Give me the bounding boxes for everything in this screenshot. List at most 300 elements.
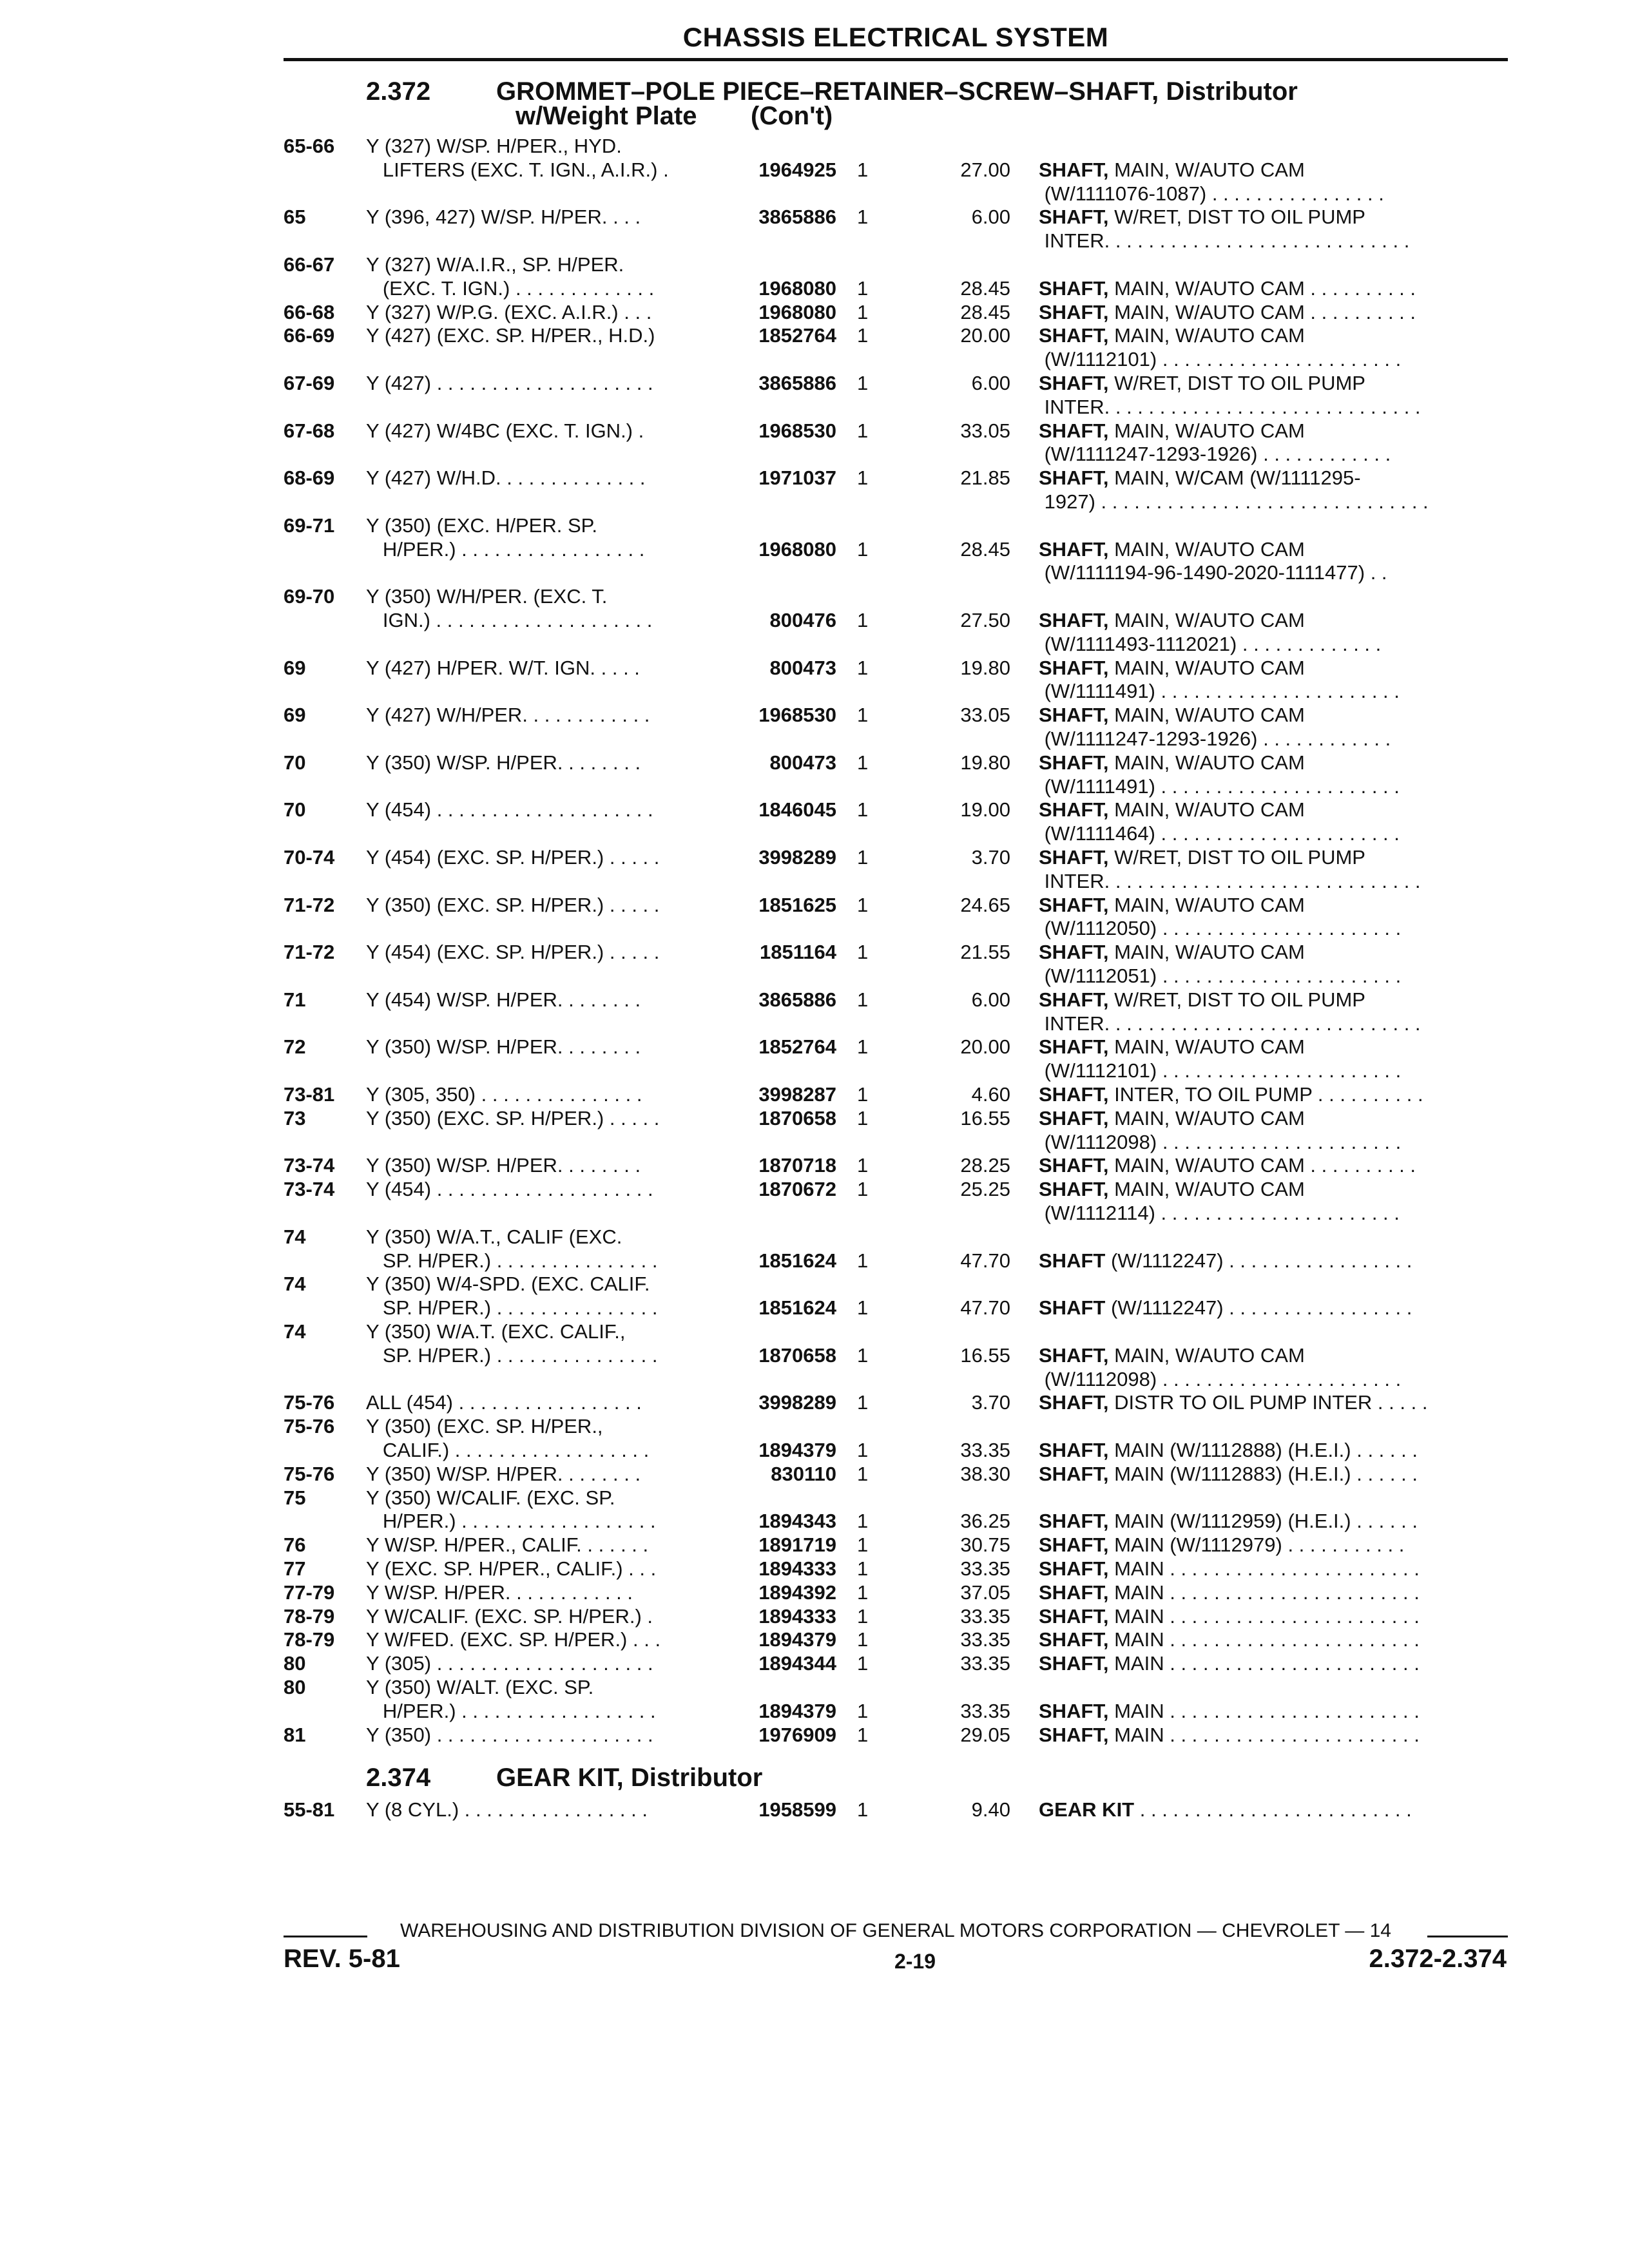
price-cell: 6.00 — [971, 206, 1010, 229]
page-header-title: CHASSIS ELECTRICAL SYSTEM — [682, 22, 1109, 52]
description-cell — [1039, 1367, 1503, 1391]
year-cell: 66-68 — [284, 300, 335, 323]
application-cell: Y (350) W/SP. H/PER. . . . . . . . — [366, 1462, 641, 1485]
price-cell: 20.00 — [960, 1035, 1010, 1059]
quantity-cell: 1 — [857, 1652, 869, 1675]
part-number-cell: 830110 — [771, 1462, 836, 1485]
description-text: (W/1111076-1087) . . . . . . . . . . . . . . . . — [1039, 182, 1384, 205]
price-cell: 25.25 — [960, 1178, 1010, 1201]
table-row — [0, 466, 1629, 490]
description-text: MAIN . . . . . . . . . . . . . . . . . . . . . . . — [1108, 1699, 1420, 1722]
description-cell — [1039, 490, 1503, 514]
description-keyword: SHAFT, — [1039, 419, 1109, 442]
description-cell — [1039, 1723, 1503, 1747]
table-row — [0, 584, 1629, 608]
application-cell: CALIF.) . . . . . . . . . . . . . . . . . . — [366, 1439, 650, 1461]
application-cell: Y (350) (EXC. SP. H/PER.) . . . . . — [366, 893, 660, 916]
table-row — [0, 1272, 1629, 1296]
section-2374-title-rest: Distributor — [623, 1763, 763, 1792]
year-cell: 72 — [284, 1035, 306, 1059]
description-keyword: SHAFT, — [1039, 300, 1109, 323]
description-text: MAIN, W/AUTO CAM — [1108, 656, 1305, 679]
application-cell: SP. H/PER.) . . . . . . . . . . . . . . . — [366, 1296, 658, 1320]
price-cell: 9.40 — [971, 1798, 1010, 1821]
application-cell: Y W/SP. H/PER. . . . . . . . . . . . — [366, 1581, 633, 1604]
description-keyword: SHAFT, — [1039, 466, 1109, 490]
year-cell: 67-69 — [284, 372, 335, 394]
description-text: INTER. . . . . . . . . . . . . . . . . . . . . . . . . . . . . — [1039, 395, 1421, 418]
description-keyword: SHAFT, — [1039, 1462, 1109, 1485]
application-cell: IGN.) . . . . . . . . . . . . . . . . . . . . — [366, 609, 653, 631]
description-text: MAIN . . . . . . . . . . . . . . . . . . . . . . . — [1108, 1628, 1420, 1651]
description-text: INTER. . . . . . . . . . . . . . . . . . . . . . . . . . . . — [1039, 229, 1410, 253]
price-cell: 21.85 — [960, 466, 1010, 490]
description-text: . . . . . . . . . . . . . . . . . . . . . . . . . — [1134, 1798, 1412, 1821]
description-text: MAIN, W/AUTO CAM . . . . . . . . . . — [1108, 300, 1416, 323]
application-cell: Y (396, 427) W/SP. H/PER. . . . — [366, 206, 641, 229]
year-cell: 75-76 — [284, 1415, 335, 1438]
description-cell — [1039, 1628, 1503, 1651]
description-text: (W/1112101) . . . . . . . . . . . . . . . . . . . . . . — [1039, 1059, 1402, 1082]
quantity-cell: 1 — [857, 1439, 869, 1461]
table-row — [0, 679, 1629, 703]
quantity-cell: 1 — [857, 1154, 869, 1177]
description-cell — [1039, 1798, 1503, 1821]
part-number-cell: 1968530 — [758, 419, 836, 442]
section-2372-title: GROMMET–POLE PIECE–RETAINER–SCREW–SHAFT, Distributor — [496, 77, 1298, 106]
description-cell — [1039, 1035, 1503, 1059]
section-2372-subtitle: w/Weight Plate — [516, 102, 697, 130]
description-cell — [1039, 323, 1503, 347]
price-cell: 3.70 — [971, 846, 1010, 869]
part-number-cell: 3865886 — [758, 206, 836, 229]
price-cell: 19.80 — [960, 751, 1010, 774]
year-cell: 70 — [284, 798, 306, 822]
application-cell: SP. H/PER.) . . . . . . . . . . . . . . . — [366, 1249, 658, 1272]
description-cell — [1039, 869, 1503, 893]
description-text: INTER. . . . . . . . . . . . . . . . . . . . . . . . . . . . . — [1039, 869, 1421, 892]
application-cell: Y (327) W/SP. H/PER., HYD. — [366, 135, 622, 157]
part-number-cell: 1968080 — [758, 537, 836, 561]
description-cell — [1039, 1438, 1503, 1462]
description-text: (W/1111464) . . . . . . . . . . . . . . . . . . . . . . — [1039, 822, 1400, 845]
description-text: MAIN (W/1112959) (H.E.I.) . . . . . . — [1108, 1510, 1418, 1533]
table-row — [0, 300, 1629, 324]
table-row — [0, 134, 1629, 158]
quantity-cell: 1 — [857, 1249, 869, 1272]
table-row — [0, 1798, 1629, 1821]
section-2374-number: 2.374 — [366, 1763, 431, 1792]
description-cell — [1039, 1462, 1503, 1486]
part-number-cell: 1971037 — [758, 466, 836, 490]
table-row — [0, 1296, 1629, 1320]
year-cell: 70-74 — [284, 846, 335, 869]
table-row — [0, 1651, 1629, 1675]
year-cell: 65-66 — [284, 135, 335, 157]
description-text: W/RET, DIST TO OIL PUMP — [1108, 206, 1365, 229]
quantity-cell: 1 — [857, 1296, 869, 1320]
part-number-cell: 1851624 — [758, 1249, 836, 1272]
description-text: (W/1112247) . . . . . . . . . . . . . . . . . — [1105, 1296, 1412, 1320]
table-row — [0, 205, 1629, 229]
description-text: MAIN, W/AUTO CAM — [1108, 941, 1305, 964]
table-row — [0, 1153, 1629, 1177]
description-cell — [1039, 1130, 1503, 1154]
year-cell: 76 — [284, 1533, 306, 1557]
description-keyword: SHAFT, — [1039, 988, 1109, 1011]
application-cell: Y (350) (EXC. SP. H/PER., — [366, 1415, 603, 1438]
table-row — [0, 419, 1629, 443]
description-text: MAIN . . . . . . . . . . . . . . . . . . . . . . . — [1108, 1652, 1420, 1675]
part-number-cell: 1846045 — [758, 798, 836, 822]
description-cell — [1039, 656, 1503, 680]
quantity-cell: 1 — [857, 1106, 869, 1129]
description-text: (W/1112050) . . . . . . . . . . . . . . . . . . . . . . — [1039, 917, 1402, 940]
table-row — [0, 561, 1629, 584]
description-cell — [1039, 1533, 1503, 1557]
description-cell — [1039, 1012, 1503, 1035]
description-text: MAIN, W/CAM (W/1111295- — [1108, 466, 1361, 490]
table-row — [0, 1462, 1629, 1486]
description-keyword: SHAFT, — [1039, 798, 1109, 822]
description-text: MAIN, W/AUTO CAM — [1108, 1178, 1305, 1201]
price-cell: 6.00 — [971, 372, 1010, 394]
table-row — [0, 656, 1629, 680]
table-row — [0, 537, 1629, 561]
description-cell — [1039, 1581, 1503, 1604]
table-row — [0, 1438, 1629, 1462]
year-cell: 67-68 — [284, 419, 335, 442]
description-keyword: SHAFT, — [1039, 1581, 1109, 1604]
table-row — [0, 1581, 1629, 1604]
table-row — [0, 916, 1629, 940]
application-cell: Y (427) W/H/PER. . . . . . . . . . . . — [366, 704, 650, 727]
description-text: (W/1111491) . . . . . . . . . . . . . . . . . . . . . . — [1039, 680, 1400, 703]
description-cell — [1039, 916, 1503, 940]
description-keyword: SHAFT, — [1039, 609, 1109, 631]
description-keyword: SHAFT — [1039, 1249, 1106, 1272]
table-row — [0, 182, 1629, 206]
quantity-cell: 1 — [857, 206, 869, 229]
application-cell: Y (350) . . . . . . . . . . . . . . . . . . . . — [366, 1723, 653, 1746]
description-text: (W/1111247-1293-1926) . . . . . . . . . . . . — [1039, 443, 1391, 466]
part-number-cell: 3865886 — [758, 988, 836, 1011]
price-cell: 16.55 — [960, 1343, 1010, 1367]
price-cell: 4.60 — [971, 1083, 1010, 1106]
table-row — [0, 253, 1629, 276]
quantity-cell: 1 — [857, 656, 869, 679]
application-cell: ALL (454) . . . . . . . . . . . . . . . . . — [366, 1391, 642, 1414]
description-cell — [1039, 276, 1503, 300]
section-2372-number: 2.372 — [366, 77, 431, 106]
description-cell — [1039, 1699, 1503, 1723]
part-number-cell: 800473 — [769, 751, 836, 774]
table-row — [0, 1177, 1629, 1201]
part-number-cell: 1894379 — [758, 1699, 836, 1722]
description-cell — [1039, 1604, 1503, 1628]
application-cell: (EXC. T. IGN.) . . . . . . . . . . . . . — [366, 276, 655, 300]
description-cell — [1039, 561, 1503, 584]
description-keyword: SHAFT, — [1039, 1343, 1109, 1367]
part-number-cell: 1894343 — [758, 1510, 836, 1533]
table-row — [0, 442, 1629, 466]
description-cell — [1039, 442, 1503, 466]
table-row — [0, 1414, 1629, 1438]
price-cell: 20.00 — [960, 324, 1010, 347]
application-cell: Y (350) W/ALT. (EXC. SP. — [366, 1676, 594, 1698]
description-text: MAIN . . . . . . . . . . . . . . . . . . . . . . . — [1108, 1723, 1420, 1746]
price-cell: 33.05 — [960, 704, 1010, 727]
quantity-cell: 1 — [857, 1343, 869, 1367]
quantity-cell: 1 — [857, 751, 869, 774]
price-cell: 16.55 — [960, 1106, 1010, 1129]
part-number-cell: 1976909 — [758, 1723, 836, 1746]
description-cell — [1039, 205, 1503, 229]
description-cell — [1039, 703, 1503, 727]
table-row — [0, 490, 1629, 514]
part-number-cell: 1894333 — [758, 1557, 836, 1580]
footer-page-number: 2-19 — [894, 1950, 936, 1973]
part-number-cell: 3865886 — [758, 372, 836, 394]
description-text: MAIN, W/AUTO CAM — [1108, 798, 1305, 822]
year-cell: 74 — [284, 1320, 306, 1343]
year-cell: 75 — [284, 1486, 306, 1509]
table-row — [0, 1082, 1629, 1106]
description-cell — [1039, 1177, 1503, 1201]
part-number-cell: 1968080 — [758, 276, 836, 300]
application-cell: Y (427) (EXC. SP. H/PER., H.D.) — [366, 324, 655, 347]
description-text: MAIN, W/AUTO CAM — [1108, 1035, 1305, 1059]
year-cell: 81 — [284, 1723, 306, 1746]
year-cell: 55-81 — [284, 1798, 335, 1821]
description-text: (W/1111194-96-1490-2020-1111477) . . — [1039, 561, 1387, 584]
description-text: W/RET, DIST TO OIL PUMP — [1108, 372, 1365, 394]
price-cell: 21.55 — [960, 941, 1010, 964]
quantity-cell: 1 — [857, 419, 869, 442]
description-keyword: SHAFT, — [1039, 1391, 1109, 1414]
description-cell — [1039, 1059, 1503, 1082]
application-cell: H/PER.) . . . . . . . . . . . . . . . . . . — [366, 1510, 656, 1533]
description-keyword: SHAFT, — [1039, 1106, 1109, 1129]
description-text: MAIN . . . . . . . . . . . . . . . . . . . . . . . — [1108, 1581, 1420, 1604]
description-text: (W/1112051) . . . . . . . . . . . . . . . . . . . . . . — [1039, 965, 1402, 987]
table-row — [0, 1130, 1629, 1154]
description-keyword: SHAFT, — [1039, 1533, 1109, 1557]
table-row — [0, 798, 1629, 822]
application-cell: Y (350) W/SP. H/PER. . . . . . . . — [366, 1035, 641, 1059]
year-cell: 73-74 — [284, 1154, 335, 1177]
part-number-cell: 1958599 — [758, 1798, 836, 1821]
description-cell — [1039, 727, 1503, 751]
footer-revision: REV. 5-81 — [284, 1945, 400, 1973]
application-cell: Y (EXC. SP. H/PER., CALIF.) . . . — [366, 1557, 657, 1580]
header-rule — [284, 58, 1508, 61]
application-cell: SP. H/PER.) . . . . . . . . . . . . . . . — [366, 1343, 658, 1367]
price-cell: 19.80 — [960, 656, 1010, 679]
quantity-cell: 1 — [857, 1083, 869, 1106]
table-row — [0, 1225, 1629, 1249]
part-number-cell: 1870658 — [758, 1106, 836, 1129]
table-row — [0, 774, 1629, 798]
description-keyword: SHAFT, — [1039, 751, 1109, 774]
year-cell: 73-74 — [284, 1178, 335, 1201]
description-cell — [1039, 893, 1503, 917]
description-cell — [1039, 845, 1503, 869]
section-2372-continued: (Con't) — [751, 102, 833, 130]
description-text: INTER, TO OIL PUMP . . . . . . . . . . — [1108, 1083, 1423, 1106]
application-cell: Y (427) H/PER. W/T. IGN. . . . . — [366, 656, 640, 679]
description-cell — [1039, 158, 1503, 182]
description-cell — [1039, 1201, 1503, 1225]
description-keyword: SHAFT, — [1039, 1178, 1109, 1201]
description-cell — [1039, 395, 1503, 419]
application-cell: Y (454) . . . . . . . . . . . . . . . . . . . . — [366, 1178, 653, 1201]
application-cell: Y (305, 350) . . . . . . . . . . . . . . . — [366, 1083, 642, 1106]
table-row — [0, 1059, 1629, 1082]
application-cell: Y (350) W/4-SPD. (EXC. CALIF. — [366, 1273, 650, 1296]
description-keyword: SHAFT, — [1039, 1439, 1109, 1461]
table-row — [0, 1699, 1629, 1723]
table-row — [0, 276, 1629, 300]
year-cell: 77-79 — [284, 1581, 335, 1604]
quantity-cell: 1 — [857, 609, 869, 631]
part-number-cell: 1891719 — [758, 1533, 836, 1557]
part-number-cell: 800476 — [769, 609, 836, 631]
description-text: 1927) . . . . . . . . . . . . . . . . . . . . . . . . . . . . . . — [1039, 490, 1429, 513]
year-cell: 74 — [284, 1225, 306, 1248]
table-row — [0, 1367, 1629, 1391]
application-cell: Y (350) W/CALIF. (EXC. SP. — [366, 1486, 615, 1509]
application-cell: Y (350) W/A.T. (EXC. CALIF., — [366, 1320, 626, 1343]
price-cell: 33.35 — [960, 1628, 1010, 1651]
quantity-cell: 1 — [857, 941, 869, 964]
price-cell: 33.35 — [960, 1604, 1010, 1628]
part-number-cell: 1852764 — [758, 1035, 836, 1059]
description-keyword: SHAFT — [1039, 1296, 1106, 1320]
year-cell: 75-76 — [284, 1462, 335, 1485]
price-cell: 28.25 — [960, 1154, 1010, 1177]
quantity-cell: 1 — [857, 1798, 869, 1821]
quantity-cell: 1 — [857, 1628, 869, 1651]
description-text: MAIN, W/AUTO CAM . . . . . . . . . . — [1108, 276, 1416, 300]
quantity-cell: 1 — [857, 1699, 869, 1722]
application-cell: Y (350) W/SP. H/PER. . . . . . . . — [366, 1154, 641, 1177]
description-text: MAIN, W/AUTO CAM — [1108, 893, 1305, 916]
description-text: (W/1112114) . . . . . . . . . . . . . . . . . . . . . . — [1039, 1202, 1400, 1224]
table-row — [0, 1604, 1629, 1628]
description-text: (W/1112098) . . . . . . . . . . . . . . . . . . . . . . — [1039, 1367, 1402, 1390]
description-text: (W/1111247-1293-1926) . . . . . . . . . . . . — [1039, 727, 1391, 750]
description-text: MAIN (W/1112883) (H.E.I.) . . . . . . — [1108, 1462, 1418, 1485]
quantity-cell: 1 — [857, 1391, 869, 1414]
price-cell: 29.05 — [960, 1723, 1010, 1746]
description-keyword: SHAFT, — [1039, 324, 1109, 347]
description-cell — [1039, 466, 1503, 490]
year-cell: 75-76 — [284, 1391, 335, 1414]
part-number-cell: 3998287 — [758, 1083, 836, 1106]
table-row — [0, 751, 1629, 774]
table-row — [0, 964, 1629, 988]
description-text: (W/1112247) . . . . . . . . . . . . . . . . . — [1105, 1249, 1412, 1272]
table-row — [0, 1035, 1629, 1059]
application-cell: Y W/CALIF. (EXC. SP. H/PER.) . — [366, 1604, 653, 1628]
table-row — [0, 703, 1629, 727]
part-number-cell: 800473 — [769, 656, 836, 679]
price-cell: 28.45 — [960, 537, 1010, 561]
description-text: DISTR TO OIL PUMP INTER . . . . . — [1108, 1391, 1428, 1414]
description-cell — [1039, 632, 1503, 656]
application-cell: Y W/SP. H/PER., CALIF. . . . . . . — [366, 1533, 649, 1557]
description-cell — [1039, 1557, 1503, 1581]
price-cell: 30.75 — [960, 1533, 1010, 1557]
description-text: MAIN . . . . . . . . . . . . . . . . . . . . . . . — [1108, 1604, 1420, 1628]
table-row — [0, 371, 1629, 395]
quantity-cell: 1 — [857, 1533, 869, 1557]
quantity-cell: 1 — [857, 324, 869, 347]
year-cell: 70 — [284, 751, 306, 774]
quantity-cell: 1 — [857, 372, 869, 394]
quantity-cell: 1 — [857, 158, 869, 181]
description-text: (W/1112101) . . . . . . . . . . . . . . . . . . . . . . — [1039, 348, 1402, 371]
description-keyword: SHAFT, — [1039, 941, 1109, 964]
application-cell: Y (350) (EXC. SP. H/PER.) . . . . . — [366, 1106, 660, 1129]
description-keyword: SHAFT, — [1039, 1699, 1109, 1722]
description-cell — [1039, 1249, 1503, 1273]
description-keyword: SHAFT, — [1039, 537, 1109, 561]
year-cell: 80 — [284, 1652, 306, 1675]
quantity-cell: 1 — [857, 893, 869, 916]
application-cell: Y (454) (EXC. SP. H/PER.) . . . . . — [366, 941, 660, 964]
description-cell — [1039, 798, 1503, 822]
description-cell — [1039, 964, 1503, 988]
description-keyword: SHAFT, — [1039, 1652, 1109, 1675]
description-keyword: SHAFT, — [1039, 846, 1109, 869]
table-row — [0, 1249, 1629, 1273]
quantity-cell: 1 — [857, 798, 869, 822]
description-keyword: SHAFT, — [1039, 1557, 1109, 1580]
description-keyword: SHAFT, — [1039, 1083, 1109, 1106]
application-cell: Y (454) W/SP. H/PER. . . . . . . . — [366, 988, 641, 1011]
description-cell — [1039, 822, 1503, 845]
application-cell: Y (350) W/H/PER. (EXC. T. — [366, 585, 608, 608]
description-text: MAIN, W/AUTO CAM — [1108, 1106, 1305, 1129]
table-row — [0, 1012, 1629, 1035]
application-cell: Y (427) W/4BC (EXC. T. IGN.) . — [366, 419, 644, 442]
table-row — [0, 347, 1629, 371]
price-cell: 33.35 — [960, 1557, 1010, 1580]
description-cell — [1039, 182, 1503, 206]
price-cell: 19.00 — [960, 798, 1010, 822]
description-text: MAIN, W/AUTO CAM — [1108, 324, 1305, 347]
description-text: W/RET, DIST TO OIL PUMP — [1108, 988, 1365, 1011]
table-row — [0, 893, 1629, 917]
description-text: (W/1112098) . . . . . . . . . . . . . . . . . . . . . . — [1039, 1130, 1402, 1153]
quantity-cell: 1 — [857, 1723, 869, 1746]
description-cell — [1039, 347, 1503, 371]
description-cell — [1039, 1509, 1503, 1533]
table-row — [0, 158, 1629, 182]
table-row — [0, 1343, 1629, 1367]
description-keyword: SHAFT, — [1039, 1723, 1109, 1746]
year-cell: 71-72 — [284, 941, 335, 964]
table-row — [0, 988, 1629, 1012]
quantity-cell: 1 — [857, 704, 869, 727]
description-cell — [1039, 608, 1503, 632]
year-cell: 73 — [284, 1106, 306, 1129]
table-row — [0, 1533, 1629, 1557]
application-cell: Y (454) . . . . . . . . . . . . . . . . . . . . — [366, 798, 653, 822]
application-cell: LIFTERS (EXC. T. IGN., A.I.R.) . — [366, 158, 669, 181]
